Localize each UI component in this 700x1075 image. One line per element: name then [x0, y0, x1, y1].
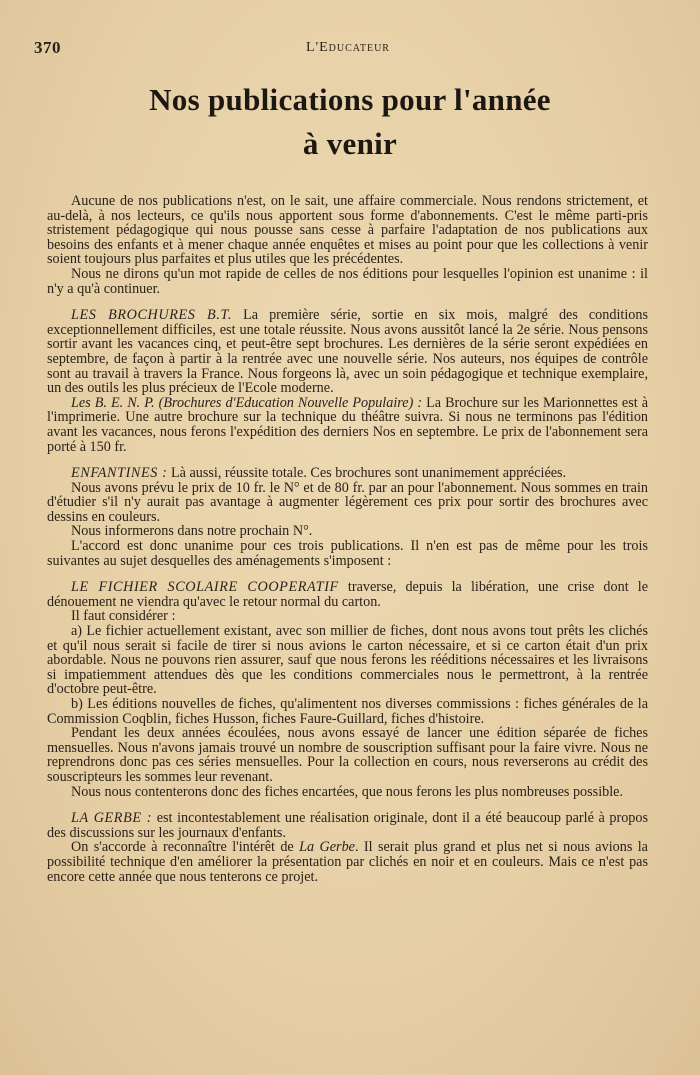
paragraph-fichier-b: b) Les éditions nouvelles de fiches, qu'alimentent nos diverses commissions : fiches générales de la Commission Coqblin, fiches Husson, fiches Faure-Guillard, fiches d'histoire. — [47, 696, 648, 727]
paragraph-accord: L'accord est donc unanime pour ces trois publications. Il n'en est pas de même pour les trois suivantes au sujet desquelles des aménagements s'imposent : — [47, 538, 648, 569]
paragraph-enfantines — [47, 466, 648, 481]
gerbe-projet-text-a: On s'accorde à reconnaître l'intérêt de — [71, 839, 300, 856]
paragraph-brochures-bt — [47, 308, 648, 396]
page-number: 370 — [34, 38, 61, 57]
title-line-1: Nos publications pour l'année — [149, 82, 551, 117]
paragraph-fichier-a: a) Le fichier actuellement existant, avec son millier de fiches, dont nous avons tout prêts les clichés et qu'il nous serait si facile de tirer si nous avions le carton nécessaire, et si ce carton était d'un prix abordable. Nous ne pouvons rien assurer, sauf que nous ferons les rééditions nécessaires et les livraisons si impatiemment attendues dès que les conditions commerciales nous le permettront, à la rentrée d'octobre peut-être. — [47, 623, 648, 698]
gerbe-text: est incontestablement une réalisation originale, dont il a été beaucoup parlé à propos des discussions sur les journaux d'enfants. — [47, 810, 648, 841]
section-heading-brochures-bt: LES BROCHURES B.T. — [71, 307, 233, 324]
article-title — [60, 78, 640, 166]
paragraph-fiches-mensuelles: Pendant les deux années écoulées, nous avons essayé de lancer une édition séparée de fiches mensuelles. Nous n'avons jamais trouvé un nombre de souscription suffisant pour la faire vivre. Nous ne reprendrons donc pas ces séries mensuelles. Pour la collection en cours, nous reverserons au crédit des souscripteurs les sommes leur revenant. — [47, 725, 648, 785]
gerbe-projet-text-b: . Il serait plus grand et plus net si nous avions la possibilité technique d'en améliorer la présentation par clichés en noir et en couleurs. Mais ce n'est pas encore cette année que nous tenterons ce projet. — [47, 839, 648, 885]
paragraph-benp — [47, 396, 648, 454]
section-heading-enfantines: ENFANTINES : — [71, 465, 168, 482]
paragraph-gerbe — [47, 811, 648, 840]
fichier-text: traverse, depuis la libération, une crise dont le dénouement ne viendra qu'avec le retour normal du carton. — [47, 579, 648, 610]
title-line-2: à venir — [302, 126, 398, 161]
running-head: L'Educateur — [306, 40, 390, 55]
page-header — [34, 38, 662, 60]
paragraph-opinion: Nous ne dirons qu'un mot rapide de celles de nos éditions pour lesquelles l'opinion est unanime : il n'y a qu'à continuer. — [47, 265, 648, 297]
gerbe-title-italic: La Gerbe — [299, 839, 355, 856]
section-heading-fichier: LE FICHIER SCOLAIRE COOPERATIF — [71, 579, 339, 596]
paragraph-gerbe-projet — [47, 840, 648, 884]
paragraph-considerer: Il faut considérer : — [71, 608, 176, 625]
brochures-bt-text: La première série, sortie en six mois, malgré des conditions exceptionnellement difficiles, est une totale réussite. Nous avons aussitôt lancé la 2e série. Nous pensons sortir avant les vacances cinq, et peut-être sept brochures. Les dernières de la série seront expédiées en septembre, de façon à partir à la rentrée avec une nouvelle série. Nos auteurs, nos équipes de contrôle sont au travail à travers la France. Nous forgeons là, avec un soin pédagogique et technique exemplaire, un des outils les plus précieux de l'Ecole moderne. — [47, 307, 648, 397]
section-heading-benp: Les B. E. N. P. (Brochures d'Education Nouvelle Populaire) : — [71, 394, 423, 411]
paragraph-fiches-encartees: Nous nous contenterons donc des fiches encartées, que nous ferons les plus nombreuses possible. — [71, 783, 624, 800]
paragraph-intro: Aucune de nos publications n'est, on le sait, une affaire commerciale. Nous rendons strictement, et au-delà, à nos lecteurs, ce qu'ils nous apportent sous forme d'abonnements. C'est le même parti-pris stristement pédagogique qui nous pousse sans cesse à parfaire l'adaptation de nos publications aux besoins des enfants et à mener chaque année enquêtes et mises au point pour que les collections à venir soient toujours plus parfaites et plus utiles que les précédentes. — [47, 193, 648, 268]
article-body — [47, 194, 648, 884]
section-heading-gerbe: LA GERBE : — [71, 810, 153, 827]
paragraph-enfantines-info: Nous informerons dans notre prochain N°. — [71, 523, 313, 540]
benp-text: La Brochure sur les Marionnettes est à l'imprimerie. Une autre brochure sur la technique du théâtre suivra. Si nous ne terminons pas l'édition avant les vacances, nous ferons l'expédition des derniers Nos en septembre. Le prix de l'abonnement sera porté à 150 fr. — [47, 394, 648, 455]
paragraph-enfantines-price: Nous avons prévu le prix de 10 fr. le N° et de 80 fr. par an pour l'abonnement. Nous sommes en train d'étudier s'il n'y aurait pas avantage à augmenter légèrement ces prix pour sortir des brochures avec dessins en couleurs. — [47, 479, 648, 525]
enfantines-text: Là aussi, réussite totale. Ces brochures sont unanimement appréciées. — [167, 465, 567, 482]
paragraph-fichier — [47, 580, 648, 609]
